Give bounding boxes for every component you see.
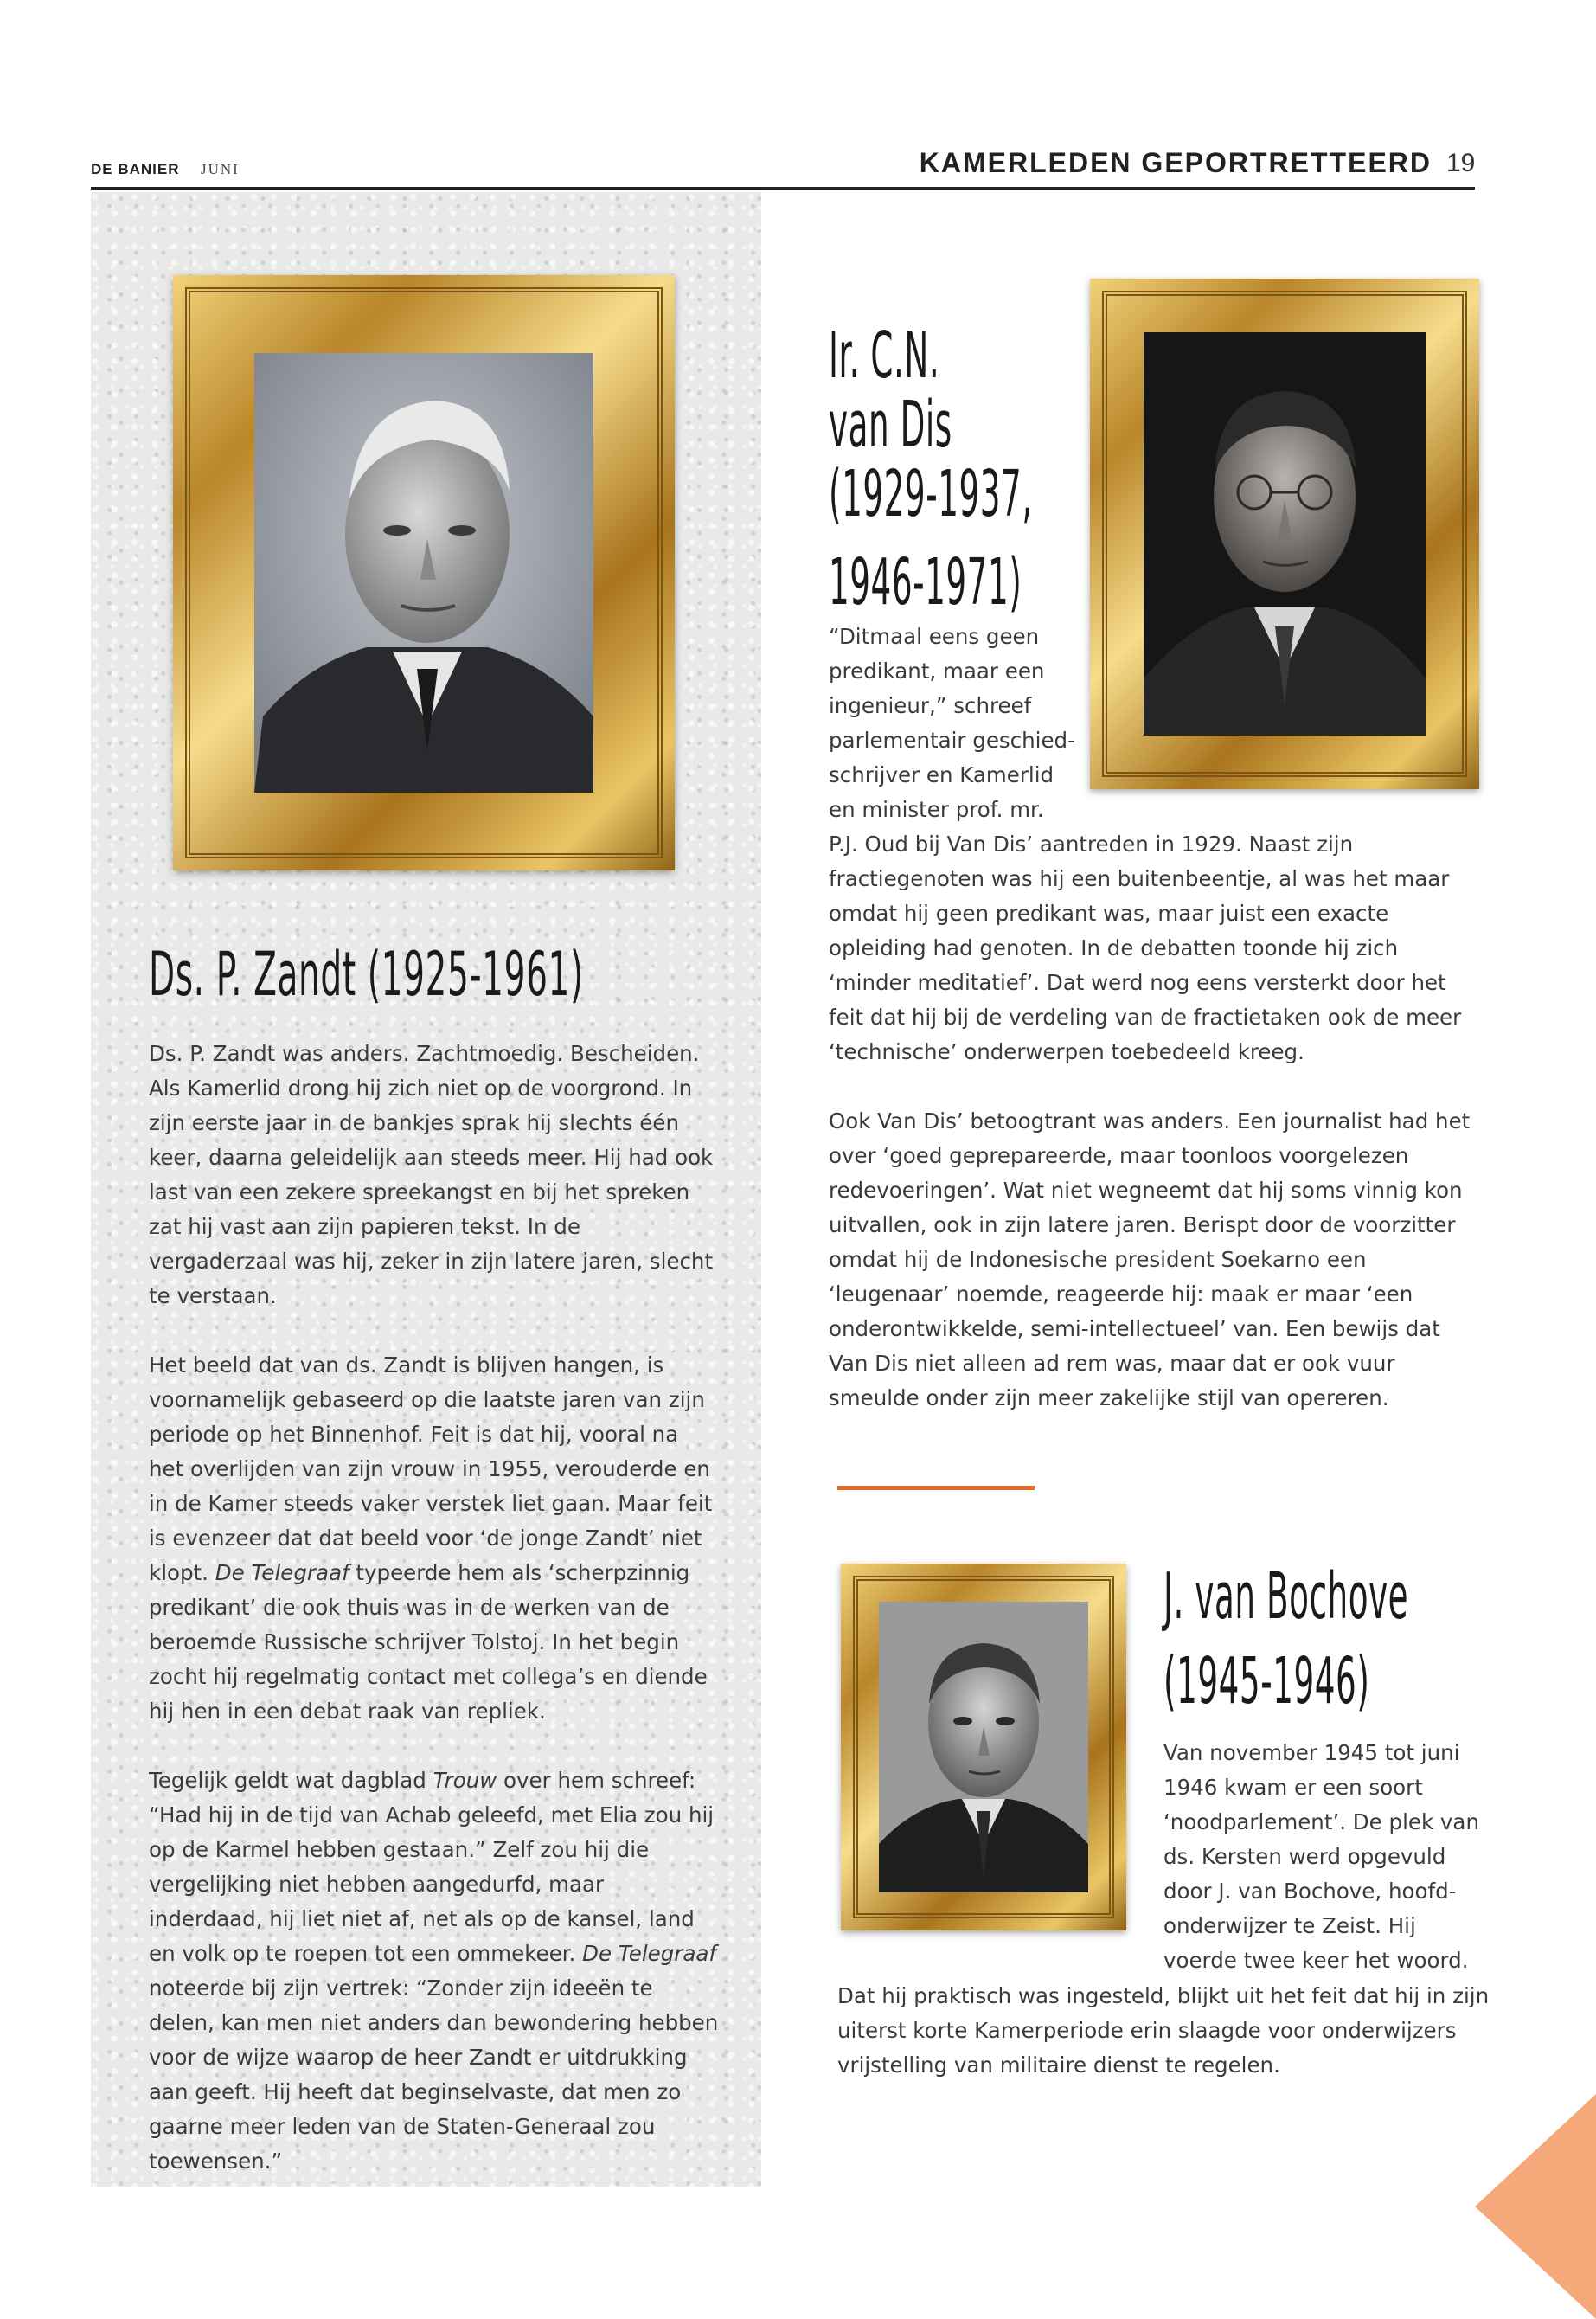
vandis-title-line-4: 1946-1971) <box>829 545 1022 620</box>
vandis-paragraph-1: P.J. Oud bij Van Dis’ aantreden in 1929. Naast zijn fractiegenoten was hij een buitenbeentje, al was het maar omdat hij geen predikant was, maar juist een exacte opleiding had genoten. In de debatten toonde hij zich ‘minder meditatief’. Dat werd nog eens versterkt door het feit dat hij bij de verdeling van de fractietaken ook de meer ‘technische’ onderwerpen toebedeeld kreeg. <box>829 832 1462 1064</box>
decorative-corner-triangle <box>1475 2094 1596 2319</box>
vandis-intro-line: ingenieur,” schreef <box>829 693 1032 718</box>
zandt-newspaper-name: De Telegraaf <box>215 1560 349 1585</box>
vandis-article-body <box>829 827 1486 1416</box>
vandis-intro-lines <box>829 620 1088 827</box>
bochove-intro-line: voerde twee keer het woord. <box>1163 1948 1469 1973</box>
zandt-paragraph-3 <box>149 1763 720 2179</box>
zandt-paragraph-2 <box>149 1348 720 1729</box>
zandt-newspaper-name: Trouw <box>433 1768 497 1793</box>
zandt-paragraph-2-text-a: Het beeld dat van ds. Zandt is blijven hangen, is voornamelijk gebaseerd op die laatste jaren van zijn periode op het Binnenhof. Feit is dat hij, vooral na het overlijden van zijn vrouw in 1955, verouderde en in de Kamer steeds vaker verstek liet gaan. Maar feit is evenzeer dat dat beeld voor ‘de jonge Zandt’ niet klopt. <box>149 1352 713 1585</box>
bochove-intro-line: door J. van Bochove, hoofd- <box>1163 1879 1457 1904</box>
bochove-intro-line: Van november 1945 tot juni <box>1163 1740 1460 1765</box>
section-title: KAMERLEDEN GEPORTRETTEERD <box>919 147 1432 178</box>
vandis-paragraph-2: Ook Van Dis’ betoogtrant was anders. Een journalist had het over ‘goed geprepareerde, maar toonloos voorgelezen redevoeringen’. Wat niet wegneemt dat hij soms vinnig kon uitvallen, ook in zijn latere jaren. Berispt door de voorzitter omdat hij de Indonesische president Soekarno een ‘leugenaar’ noemde, reageerde hij: maak er maar ‘een onderontwikkelde, semi-intellectueel’ van. Een bewijs dat Van Dis niet alleen ad rem was, maar dat er ook vuur smeulde onder zijn meer zakelijke stijl van opereren. <box>829 1108 1471 1410</box>
bochove-portrait-photo <box>879 1602 1088 1892</box>
zandt-paragraph-1: Ds. P. Zandt was anders. Zachtmoedig. Bescheiden. Als Kamerlid drong hij zich niet op de voorgrond. In zijn eerste jaar in de bankjes sprak hij slechts één keer, daarna geleidelijk aan steeds meer. Hij had ook last van een zekere spreekangst en bij het spreken zat hij vast aan zijn papieren tekst. In de vergaderzaal was hij, zeker in zijn latere jaren, slecht te verstaan. <box>149 1041 714 1308</box>
zandt-paragraph-2-text-b: typeerde hem als ‘scherpzinnig predikant’ die ook thuis was in de werken van de beroemde Russische schrijver Tolstoj. In het begin zocht hij regelmatig contact met collega’s en diende hij hen in een debat raak van repliek. <box>149 1560 708 1724</box>
publication-name: DE BANIER <box>91 161 180 177</box>
zandt-article-body <box>149 1037 720 2179</box>
bochove-intro-line: ‘noodparlement’. De plek van <box>1163 1809 1479 1834</box>
zandt-paragraph-3-text-b: over hem schreef: “Had hij in de tijd van Achab geleefd, met Elia zou hij op de Karmel hebben gestaan.” Zelf zou hij die vergelijking niet hebben aangedurfd, maar inderdaad, hij liet niet af, net als op de kansel, land en volk op te roepen tot een ommekeer. <box>149 1768 715 1966</box>
bochove-article-body <box>837 1979 1495 2083</box>
bochove-intro-lines <box>1163 1736 1492 1978</box>
bochove-intro-line: 1946 kwam er een soort <box>1163 1775 1423 1800</box>
vandis-intro-line: en minister prof. mr. <box>829 797 1044 822</box>
vandis-title-line-1: Ir. C.N. <box>829 318 940 393</box>
vandis-title-line-3: (1929-1937, <box>829 457 1033 531</box>
vandis-intro-line: schrijver en Kamerlid <box>829 762 1054 787</box>
bochove-portrait-frame <box>841 1564 1126 1930</box>
bochove-paragraph: Dat hij praktisch was ingesteld, blijkt uit het feit dat hij in zijn uiterst korte Kamerperiode erin slaagde voor onderwijzers vrijstelling van militaire dienst te regelen. <box>837 1983 1490 2078</box>
zandt-paragraph-3-text-a: Tegelijk geldt wat dagblad <box>149 1768 433 1793</box>
zandt-paragraph-3-text-c: noteerde bij zijn vertrek: “Zonder zijn ideeën te delen, kan men niet anders dan bewondering hebben voor de wijze waarop de heer Zandt er uitdrukking aan geeft. Hij heeft dat beginselvaste, dat men zo gaarne meer leden van de Staten-Generaal zou toewensen.” <box>149 1975 719 2174</box>
zandt-newspaper-name: De Telegraaf <box>582 1941 717 1966</box>
header-rule <box>91 187 1475 190</box>
bochove-title-line-1: J. van Bochove <box>1163 1559 1409 1634</box>
bochove-intro-line: ds. Kersten werd opgevuld <box>1163 1844 1446 1869</box>
vandis-title-line-2: van Dis <box>829 388 952 462</box>
page-number: 19 <box>1446 149 1476 177</box>
vandis-portrait-photo <box>1144 332 1426 736</box>
vandis-intro-line: “Ditmaal eens geen <box>829 624 1040 649</box>
bochove-title-line-2: (1945-1946) <box>1163 1644 1370 1718</box>
zandt-portrait-photo <box>254 353 593 793</box>
section-divider <box>837 1486 1035 1490</box>
vandis-portrait-frame <box>1090 279 1479 789</box>
zandt-title: Ds. P. Zandt (1925-1961) <box>149 939 584 1010</box>
vandis-intro-line: predikant, maar een <box>829 658 1045 684</box>
bochove-intro-line: onderwijzer te Zeist. Hij <box>1163 1913 1416 1938</box>
zandt-portrait-frame <box>173 275 675 870</box>
vandis-intro-line: parlementair geschied- <box>829 728 1075 753</box>
issue-month: JUNI <box>201 161 240 177</box>
